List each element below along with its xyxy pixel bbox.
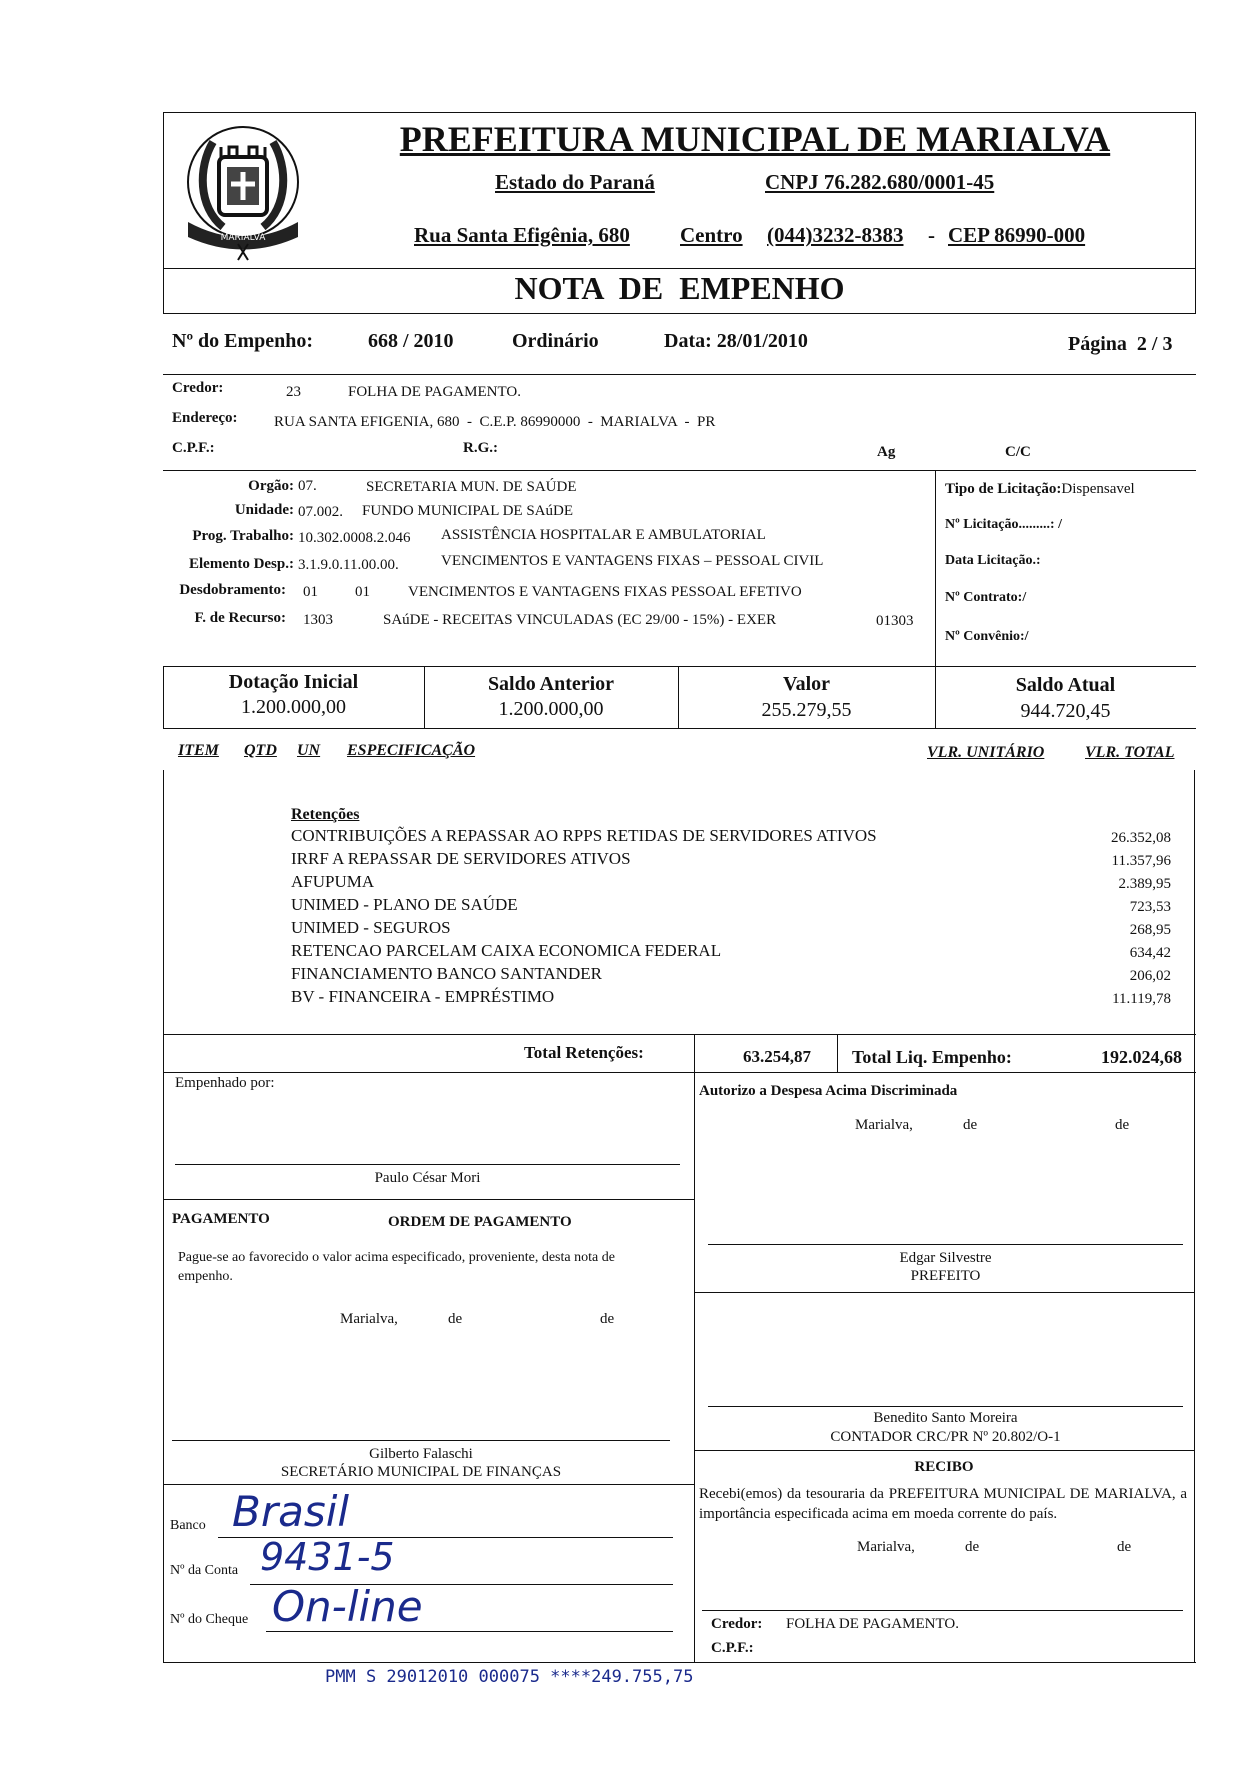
cpf-label: C.P.F.: [172, 440, 215, 456]
classificacao-vertical-divider [935, 470, 936, 666]
desdobramento-code-2: 01 [355, 584, 370, 600]
retencao-row [291, 941, 1171, 964]
retencao-row [291, 826, 1171, 849]
credor-divider [163, 470, 1196, 471]
licitacao-convenio: Nº Convênio:/ [945, 629, 1029, 644]
prefeito-signature-line [708, 1244, 1183, 1245]
credor-code: 23 [286, 384, 301, 400]
retencao-value: 634,42 [1129, 945, 1171, 961]
pagamento-place: Marialva, [340, 1311, 398, 1327]
pagamento-top-line [163, 1199, 694, 1200]
licitacao-tipo-value: Dispensavel [1061, 481, 1135, 497]
prog-trabalho-label: Prog. Trabalho: [192, 528, 294, 544]
licitacao-data: Data Licitação.: [945, 553, 1041, 568]
total-liquido-label: Total Liq. Empenho: [852, 1047, 1012, 1067]
column-un: UN [297, 742, 321, 759]
contador-signature-line [708, 1406, 1183, 1407]
licitacao-tipo [945, 481, 1135, 498]
footer-code: PMM S 29012010 000075 ****249.755,75 [325, 1667, 694, 1687]
prefeito-name: Edgar Silvestre [899, 1250, 992, 1266]
licitacao-tipo-label: Tipo de Licitação: [945, 481, 1062, 497]
secretario-signature-line [172, 1440, 670, 1441]
totals-divider-1 [694, 1034, 695, 1072]
orgao-name: SECRETARIA MUN. DE SAÚDE [366, 479, 577, 495]
total-liquido-value: 192.024,68 [1101, 1047, 1182, 1067]
header-title: PREFEITURA MUNICIPAL DE MARIALVA [399, 119, 1111, 159]
retencao-value: 723,53 [1129, 899, 1171, 915]
valores-top-line [163, 666, 1196, 667]
contador-role: CONTADOR CRC/PR Nº 20.802/O-1 [830, 1429, 1061, 1445]
unidade-label: Unidade: [234, 502, 294, 518]
unidade-code: 07.002. [298, 504, 343, 520]
empenho-type: Ordinário [512, 330, 599, 352]
recibo-credor-label: Credor: [711, 1616, 763, 1632]
total-retencoes-label: Total Retenções: [524, 1043, 644, 1062]
retencao-value: 26.352,08 [1111, 830, 1171, 846]
empenho-number-label: Nº do Empenho: [172, 330, 314, 352]
prog-trabalho-code: 10.302.0008.2.046 [298, 530, 411, 546]
column-vlr-total: VLR. TOTAL [1085, 744, 1175, 761]
pagamento-de-1: de [448, 1311, 463, 1327]
retencao-description: UNIMED - SEGUROS [291, 918, 451, 937]
conta-value: 9431-5 [260, 1535, 395, 1579]
elemento-code: 3.1.9.0.11.00.00. [298, 557, 399, 573]
retencao-row [291, 964, 1171, 987]
header-state: Estado do Paraná [495, 170, 655, 194]
credor-name: FOLHA DE PAGAMENTO. [348, 384, 521, 400]
column-item: ITEM [178, 742, 219, 759]
sign-left-border [163, 1072, 164, 1662]
valor-label: Valor [782, 673, 831, 695]
document-title: NOTA DE EMPENHO [514, 270, 845, 306]
total-retencoes-value: 63.254,87 [743, 1047, 811, 1066]
banco-top-line [163, 1484, 694, 1485]
header-phone: (044)3232-8383 [767, 223, 904, 247]
recibo-top-line [694, 1450, 1194, 1451]
column-vlr-unitario: VLR. UNITÁRIO [927, 744, 1045, 761]
autorizo-place: Marialva, [855, 1117, 913, 1133]
saldo-atual-value: 944.720,45 [1020, 700, 1111, 722]
pague-se-text: Pague-se ao favorecido o valor acima especificado, proveniente, desta nota de empenho. [178, 1250, 615, 1284]
saldo-anterior-value: 1.200.000,00 [498, 698, 604, 720]
elemento-name: VENCIMENTOS E VANTAGENS FIXAS – PESSOAL CIVIL [441, 553, 824, 569]
empenho-date: Data: 28/01/2010 [664, 330, 808, 352]
licitacao-contrato: Nº Contrato:/ [945, 590, 1027, 605]
prog-trabalho-name: ASSISTÊNCIA HOSPITALAR E AMBULATORIAL [441, 527, 766, 543]
empenhado-signature-line [175, 1164, 680, 1165]
retencao-row [291, 872, 1171, 895]
contador-top-line [694, 1292, 1194, 1293]
cc-label: C/C [1005, 444, 1031, 460]
retencao-description: AFUPUMA [291, 872, 375, 891]
prefeito-role: PREFEITO [910, 1268, 981, 1284]
desdobramento-code-1: 01 [303, 584, 318, 600]
elemento-label: Elemento Desp.: [189, 556, 294, 572]
retencao-description: IRRF A REPASSAR DE SERVIDORES ATIVOS [291, 849, 631, 868]
cheque-value: On-line [272, 1582, 423, 1631]
recurso-code-2: 01303 [876, 613, 914, 629]
svg-text:MARIALVA: MARIALVA [220, 233, 266, 243]
totals-divider-2 [837, 1034, 838, 1072]
items-left-border [163, 770, 164, 1034]
empenho-divider [163, 374, 1196, 375]
unidade-name: FUNDO MUNICIPAL DE SAúDE [362, 503, 573, 519]
items-right-border [1194, 770, 1195, 1034]
coat-of-arms-logo [163, 112, 323, 262]
sign-middle-border [694, 1072, 695, 1662]
licitacao-numero: Nº Licitação.........: / [945, 517, 1062, 532]
recibo-de-2: de [1117, 1539, 1132, 1555]
retencao-value: 206,02 [1129, 968, 1171, 984]
recurso-code: 1303 [303, 612, 333, 628]
totals-right-border [1194, 1034, 1195, 1072]
header-street: Rua Santa Efigênia, 680 [414, 223, 630, 247]
conta-label: Nº da Conta [170, 1563, 239, 1578]
retencao-row [291, 918, 1171, 941]
pagamento-label: PAGAMENTO [172, 1211, 270, 1227]
secretario-name: Gilberto Falaschi [369, 1446, 473, 1462]
empenhado-por-name: Paulo César Mori [374, 1170, 481, 1186]
recibo-de-1: de [965, 1539, 980, 1555]
header-dash: - [928, 223, 935, 247]
address-label: Endereço: [172, 410, 238, 426]
ordem-pagamento-label: ORDEM DE PAGAMENTO [388, 1214, 572, 1230]
totals-bottom-line [163, 1072, 1196, 1073]
desdobramento-name: VENCIMENTOS E VANTAGENS FIXAS PESSOAL EFETIVO [408, 584, 802, 600]
retencao-description: CONTRIBUIÇÕES A REPASSAR AO RPPS RETIDAS DE SERVIDORES ATIVOS [291, 826, 877, 845]
retencao-description: UNIMED - PLANO DE SAÚDE [291, 895, 518, 914]
retencao-row [291, 987, 1171, 1010]
retencao-description: RETENCAO PARCELAM CAIXA ECONOMICA FEDERAL [291, 941, 722, 960]
orgao-label: Orgão: [248, 478, 294, 494]
saldo-anterior-label: Saldo Anterior [487, 673, 615, 695]
retencao-value: 2.389,95 [1118, 876, 1171, 892]
autorizo-de-1: de [963, 1117, 978, 1133]
cheque-label: Nº do Cheque [170, 1612, 249, 1627]
retencoes-list [291, 826, 1171, 1010]
column-especificacao: ESPECIFICAÇÃO [347, 742, 476, 759]
ag-label: Ag [877, 444, 896, 460]
saldo-atual-label: Saldo Atual [1015, 674, 1116, 696]
secretario-role: SECRETÁRIO MUNICIPAL DE FINANÇAS [280, 1464, 562, 1480]
rg-label: R.G.: [463, 440, 498, 456]
recibo-signature-line [702, 1610, 1183, 1611]
banco-label: Banco [170, 1518, 206, 1533]
retencao-row [291, 895, 1171, 918]
sign-bottom-line [163, 1662, 1196, 1663]
recibo-text: Recebi(emos) da tesouraria da PREFEITURA MUNICIPAL DE MARIALVA, a importância especificada acima em moeda corrente do país. [699, 1486, 1187, 1522]
retencao-value: 11.357,96 [1111, 853, 1171, 869]
recurso-name: SAúDE - RECEITAS VINCULADAS (EC 29/00 - 15%) - EXER [383, 612, 777, 628]
retencao-description: BV - FINANCEIRA - EMPRÉSTIMO [291, 987, 555, 1006]
autorizo-label: Autorizo a Despesa Acima Discriminada [699, 1083, 958, 1099]
credor-label: Credor: [172, 380, 224, 396]
retencao-row [291, 849, 1171, 872]
valor-value: 255.279,55 [761, 699, 852, 721]
retencao-description: FINANCIAMENTO BANCO SANTANDER [291, 964, 602, 983]
recibo-title: RECIBO [914, 1459, 974, 1475]
dotacao-label: Dotação Inicial [228, 671, 359, 693]
banco-value: Brasil [232, 1487, 350, 1536]
header-cep: CEP 86990-000 [948, 223, 1086, 247]
autorizo-de-2: de [1115, 1117, 1130, 1133]
retencao-value: 268,95 [1129, 922, 1171, 938]
orgao-code: 07. [298, 478, 317, 494]
column-qtd: QTD [244, 742, 277, 759]
empenho-number: 668 / 2010 [368, 330, 454, 352]
credor-address: RUA SANTA EFIGENIA, 680 - C.E.P. 86990000 - MARIALVA - PR [274, 414, 716, 430]
recibo-place: Marialva, [857, 1539, 915, 1555]
pagamento-de-2: de [600, 1311, 615, 1327]
recibo-credor-value: FOLHA DE PAGAMENTO. [786, 1616, 959, 1632]
desdobramento-label: Desdobramento: [179, 582, 286, 598]
retencao-value: 11.119,78 [1112, 991, 1171, 1007]
header-divider [163, 268, 1196, 269]
items-bottom-line [163, 1034, 1196, 1035]
cheque-line [266, 1631, 673, 1632]
retencoes-title: Retenções [291, 806, 360, 823]
header-cnpj: CNPJ 76.282.680/0001-45 [765, 170, 995, 194]
dotacao-value: 1.200.000,00 [241, 696, 346, 718]
sign-right-border [1194, 1072, 1195, 1662]
empenhado-por-label: Empenhado por: [175, 1075, 275, 1091]
recibo-cpf-label: C.P.F.: [711, 1640, 754, 1656]
valores-bottom-line [163, 728, 1196, 729]
recurso-label: F. de Recurso: [194, 610, 286, 626]
contador-name: Benedito Santo Moreira [873, 1410, 1018, 1426]
page-number: Página 2 / 3 [1068, 333, 1173, 355]
totals-left-border [163, 1034, 164, 1072]
header-district: Centro [680, 223, 743, 247]
